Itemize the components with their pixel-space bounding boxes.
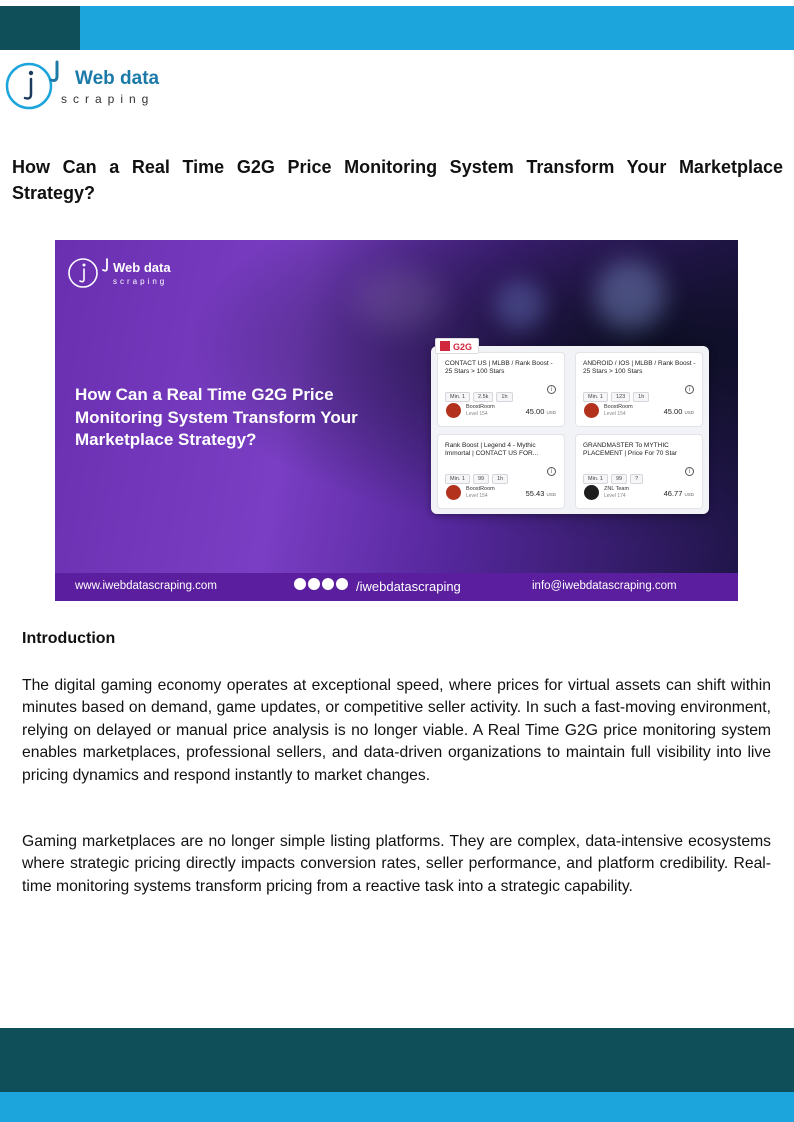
- body-paragraph: Gaming marketplaces are no longer simple listing platforms. They are complex, data-intensive ecosystems where strategic pricing directly impacts conversion rates, seller performance, and platform credibility. Real-time monitoring systems transform pricing from a reactive task into a strategic capability.: [22, 833, 771, 895]
- banner-social-handle: /iwebdatascraping: [356, 579, 461, 594]
- banner-website: www.iwebdatascraping.com: [75, 580, 217, 592]
- seller-name: BoostRoom: [604, 404, 633, 410]
- g2g-tag-label: G2G: [453, 342, 473, 352]
- info-icon: i: [685, 385, 694, 394]
- header-bar-dark: [0, 6, 80, 50]
- listing-chips: [445, 385, 516, 400]
- listing-chip: 99: [611, 474, 627, 484]
- brand-logo-icon: [5, 58, 61, 114]
- banner-light: [595, 260, 665, 330]
- body-paragraph: The digital gaming economy operates at exceptional speed, where prices for virtual assets can shift within minutes based on demand, game updates, or competitive seller activity. In such a fast-moving environment, relying on delayed or manual price analysis is no longer viable. A Real Time G2G price monitoring system enables marketplaces, professional sellers, and data-driven organizations to maintain full visibility into live pricing dynamics and respond instantly to market changes.: [22, 677, 771, 784]
- listing-card: [575, 352, 703, 427]
- seller-level: Level 154: [604, 411, 626, 417]
- banner-logo: [67, 256, 197, 292]
- listing-chip: 1h: [496, 392, 512, 402]
- page-title: How Can a Real Time G2G Price Monitoring System Transform Your Marketplace Strategy?: [12, 157, 783, 203]
- seller-avatar: [446, 485, 461, 500]
- seller-avatar: [446, 403, 461, 418]
- info-icon: i: [547, 467, 556, 476]
- listing-chip: 1h: [633, 392, 649, 402]
- listing-price: [664, 407, 694, 416]
- listing-card: [437, 434, 565, 509]
- seller-avatar: [584, 403, 599, 418]
- listing-chips: [583, 467, 646, 482]
- seller-name: BoostRoom: [466, 404, 495, 410]
- featured-banner-image: [55, 240, 738, 601]
- listing-price: [526, 407, 556, 416]
- footer-bar-blue: [0, 1092, 794, 1122]
- banner-logo-primary: Web data: [113, 260, 171, 275]
- seller-level: Level 174: [604, 493, 626, 499]
- g2g-listing-panel: [431, 346, 709, 514]
- price-currency: USD: [546, 492, 556, 497]
- listing-chip: Min. 1: [583, 392, 608, 402]
- g2g-logo-icon: [440, 341, 450, 351]
- banner-heading: How Can a Real Time G2G Price Monitoring System Transform Your Marketplace Strategy?: [75, 385, 358, 449]
- brand-name-secondary: scraping: [61, 92, 155, 106]
- price-value: 55.43: [525, 489, 545, 498]
- banner-social: [294, 578, 461, 594]
- seller-name: ZNL Team: [604, 486, 630, 492]
- g2g-tag: [435, 338, 479, 354]
- banner-light: [355, 270, 445, 330]
- facebook-icon: [294, 578, 306, 590]
- section-heading-introduction: Introduction: [22, 630, 116, 647]
- listing-chip: 123: [611, 392, 630, 402]
- banner-logo-secondary: scraping: [113, 277, 168, 286]
- brand-name-primary: Web data: [75, 68, 160, 89]
- listing-chips: [445, 467, 511, 482]
- instagram-icon: [308, 578, 320, 590]
- seller-level: Level 154: [466, 411, 488, 417]
- listing-chip: 1h: [492, 474, 508, 484]
- listing-card: [575, 434, 703, 509]
- listing-chip: Min. 1: [445, 392, 470, 402]
- price-currency: USD: [546, 410, 556, 415]
- listing-card: [437, 352, 565, 427]
- price-currency: USD: [684, 410, 694, 415]
- price-currency: USD: [684, 492, 694, 497]
- listing-chip: 2.5k: [473, 392, 493, 402]
- listing-title: Rank Boost | Legend 4 - Mythic Immortal | CONTACT US FOR...: [445, 442, 539, 457]
- seller-level: Level 154: [466, 493, 488, 499]
- listing-chip: 99: [473, 474, 489, 484]
- info-icon: i: [547, 385, 556, 394]
- banner-logo-icon: [67, 256, 111, 290]
- pinterest-icon: [336, 578, 348, 590]
- listing-chips: [583, 385, 652, 400]
- info-icon: i: [685, 467, 694, 476]
- seller-name: BoostRoom: [466, 486, 495, 492]
- listing-title: GRANDMASTER To MYTHIC PLACEMENT | Price For 70 Star: [583, 442, 678, 457]
- listing-title: ANDROID / IOS | MLBB / Rank Boost - 25 Stars > 100 Stars: [583, 360, 696, 375]
- banner-footer: [55, 573, 738, 601]
- listing-chip: ?: [630, 474, 643, 484]
- banner-light: [495, 280, 545, 330]
- footer-bar-dark: [0, 1028, 794, 1092]
- seller-avatar: [584, 485, 599, 500]
- banner-email: info@iwebdatascraping.com: [532, 580, 677, 592]
- listing-chip: Min. 1: [583, 474, 608, 484]
- listing-chip: Min. 1: [445, 474, 470, 484]
- price-value: 45.00: [525, 407, 545, 416]
- price-value: 46.77: [663, 489, 683, 498]
- listing-price: [526, 489, 556, 498]
- header-bar-blue: [80, 6, 794, 50]
- listing-price: [664, 489, 694, 498]
- price-value: 45.00: [663, 407, 683, 416]
- brand-logo: [5, 58, 175, 114]
- twitter-icon: [322, 578, 334, 590]
- listing-title: CONTACT US | MLBB / Rank Boost - 25 Stars > 100 Stars: [445, 360, 553, 375]
